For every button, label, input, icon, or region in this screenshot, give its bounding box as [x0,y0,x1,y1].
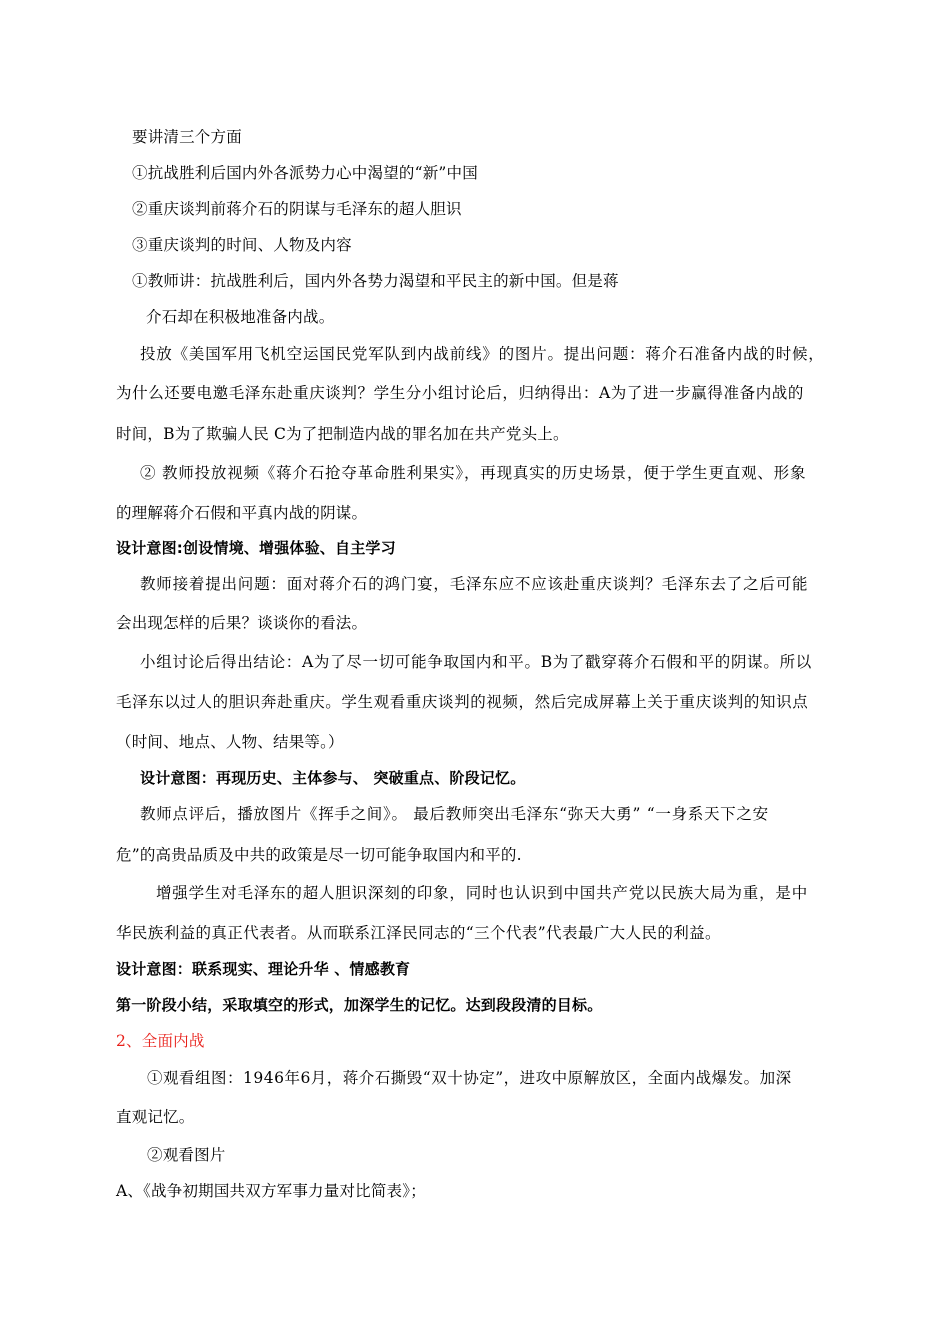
text-line: 要讲清三个方面 [132,128,242,146]
text-line: 危”的高贵品质及中共的政策是尽一切可能争取国内和平的. [116,846,522,864]
text-line: ②观看图片 [147,1146,226,1164]
text-line: 直观记忆。 [116,1108,195,1126]
text-line: 会出现怎样的后果？谈谈你的看法。 [116,614,368,632]
text-line: 教师点评后，播放图片《挥手之间》。 最后教师突出毛泽东“弥天大勇” “一身系天下之安 [140,805,769,823]
section-heading: 设计意图：再现历史、主体参与、 突破重点、阶段记忆。 [140,769,526,787]
section-heading: 设计意图:创设情境、增强体验、自主学习 [116,539,396,557]
text-line: 华民族利益的真正代表者。从而联系江泽民同志的“三个代表”代表最广大人民的利益。 [116,924,721,942]
text-line: ② 教师投放视频《蒋介石抢夺革命胜利果实》，再现真实的历史场景，便于学生更直观、形象 [140,464,807,482]
text-line: A、《战争初期国共双方军事力量对比简表》； [116,1182,426,1200]
text-line: 教师接着提出问题：面对蒋介石的鸿门宴，毛泽东应不应该赴重庆谈判？毛泽东去了之后可能 [140,575,809,593]
text-line: 介石却在积极地准备内战。 [146,308,335,326]
text-line: ③重庆谈判的时间、人物及内容 [132,236,352,254]
text-line: ①抗战胜利后国内外各派势力心中渴望的“新”中国 [132,164,478,182]
text-line: 的理解蒋介石假和平真内战的阴谋。 [116,504,368,522]
text-line: （时间、地点、人物、结果等。） [116,733,344,751]
text-line: 毛泽东以过人的胆识奔赴重庆。学生观看重庆谈判的视频，然后完成屏幕上关于重庆谈判的知识点 [116,693,809,711]
text-line: ①教师讲：抗战胜利后，国内外各势力渴望和平民主的新中国。但是蒋 [132,272,619,290]
section-heading: 设计意图：联系现实、理论升华 、情感教育 [116,960,411,978]
text-line: 小组讨论后得出结论：A为了尽一切可能争取国内和平。B为了戳穿蒋介石假和平的阴谋。所以 [140,653,812,671]
text-line: 时间，B为了欺骗人民 C为了把制造内战的罪名加在共产党头上。 [116,425,569,443]
text-line: 为什么还要电邀毛泽东赴重庆谈判？学生分小组讨论后，归纳得出：A为了进一步赢得准备内战的 [116,384,804,402]
text-line: ②重庆谈判前蒋介石的阴谋与毛泽东的超人胆识 [132,200,462,218]
section-title: 2、全面内战 [116,1032,205,1050]
text-line: ①观看组图：1946年6月，蒋介石撕毁“双十协定”，进攻中原解放区，全面内战爆发。加深 [147,1069,792,1087]
text-line: 增强学生对毛泽东的超人胆识深刻的印象，同时也认识到中国共产党以民族大局为重，是中 [156,884,809,902]
text-line: 投放《美国军用飞机空运国民党军队到内战前线》的图片。提出问题：蒋介石准备内战的时候， [140,345,825,363]
section-heading: 第一阶段小结，采取填空的形式，加深学生的记忆。达到段段清的目标。 [116,996,603,1014]
